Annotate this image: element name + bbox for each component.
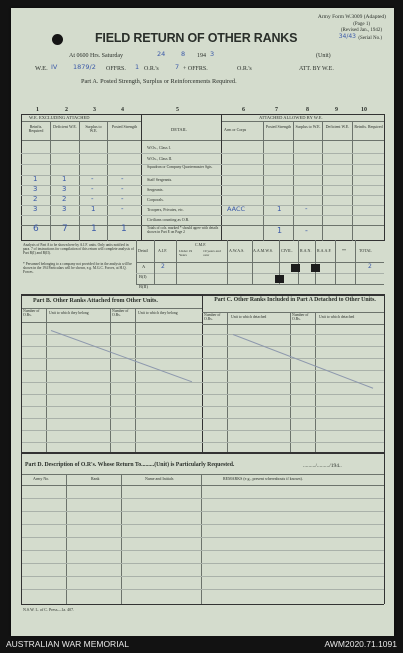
analysis-row-b2: B(II) [139,284,148,289]
serial-label: (Serial No.) [358,36,382,41]
header-att-reinfts: Reinfts. Required [354,124,383,129]
part-b-header-unit-2: Unit to which they belong [138,311,178,315]
col-number-4: 4 [121,107,124,113]
hand-r7-c3: 1 [91,205,96,213]
col-number-7: 7 [275,107,278,113]
hand-r6-c4: - [121,195,124,203]
ors-value: 7 [175,63,180,71]
hand-r5-c2: 3 [62,185,67,193]
form-page: (Page 1) [353,22,370,27]
analysis-header-aif: A.I.F. [158,248,168,253]
part-b-title: Part B. Other Ranks Attached from Other Units. [33,298,158,304]
header-att-surplus: Surplus to W.E. [295,124,321,129]
analysis-header-ran: R.A.N. [300,248,312,253]
analysis-header-raaf: R.A.A.F. [317,248,332,253]
header-att-posted: Posted Strength [265,124,292,129]
col-number-1: 1 [36,107,39,113]
hand-r7-c2: 3 [62,205,67,213]
part-d-header-name: Name and Initials [145,476,174,481]
header-detail: DETAIL [171,127,187,132]
hand-total-c4: 1 [121,224,127,234]
at-month: 8 [181,50,186,58]
detail-totals-note: Totals of cols. marked * should agree with details shown in Part E on Page 2 [147,226,219,234]
analysis-header-total: TOTAL [359,248,372,253]
offrs-label: OFFRS. [106,66,126,72]
part-d-header-rank: Rank [91,476,100,481]
part-d-header-army-no: Army No. [33,476,50,481]
col-number-6: 6 [242,107,245,113]
part-b-header-unit-1: Unit to which they belong [49,311,89,315]
hand-r4-c3: - [91,175,94,183]
form-revision: (Revised Jan., 1942) [340,28,382,33]
year-suffix: 3 [210,50,215,58]
unit-label: (Unit) [316,53,331,59]
analysis-row-a: A [142,264,146,269]
filled-box [275,275,284,283]
analysis-header-cmf: C.M.F. [195,242,207,247]
analysis-a-total: 2 [368,263,372,270]
header-posted-strength: Posted Strength [111,124,138,129]
header-att-deficient: Deficient W.E. [325,124,350,129]
part-d-date: ........./........./194.. [303,463,342,469]
analysis-note: Analysis of Part A to be shown here by A.I.F. units. Only units notified in para. 7 of instructions for compilation of this return will complete analysis of Part B(I) and B(II). [23,243,134,256]
analysis-header-star: ** [342,248,346,253]
year-prefix: 194 [197,53,206,59]
detail-cqms: Squadron or Company Quartermaster Sgts. [147,165,213,169]
plus-offrs-label: + OFFRS. [183,66,208,72]
hand-r6-c3: - [91,195,94,203]
attached-posted: 1 [277,205,282,213]
part-a-title: Part A. Posted Strength, Surplus or Reinforcements Required. [81,78,237,85]
part-c-header-unit-1: Unit to which detached [231,315,267,319]
hand-total-c3: 1 [91,224,97,234]
part-c-header-number-1: Number of O.Rs. [204,313,221,321]
hand-r6-c2: 2 [62,195,67,203]
analysis-cmf-19over: 19 years and over [203,249,221,257]
hand-total-c1: 6 [33,224,39,234]
attached-total-posted: 1 [277,226,283,235]
at-day: 24 [157,50,166,58]
part-d-title: Part D. Description of O.R's. Whose Return To.........(Unit) is Particularly Requested. [25,462,235,468]
detail-staff-sergeants: Staff Sergeants. [147,177,173,182]
part-b-header-number-1: Number of O.Rs. [23,309,40,317]
we-ref: 1879/2 [73,63,96,71]
detail-sergeants: Sergeants. [147,187,164,192]
printer-imprint: N.S.W. L. of C. Press—1a. 407. [23,607,75,612]
attached-arm: AACC [227,205,246,213]
analysis-header-civil: CIVIL. [281,248,293,253]
part-b-header-number-2: Number of O.Rs. [112,309,129,317]
col-number-8: 8 [306,107,309,113]
hand-r4-c4: - [121,175,124,183]
analysis-header-aamws: A.A.M.W.S. [253,248,273,253]
footer-accession-number: AWM2020.71.1091 [324,639,397,649]
analysis-row-b1: B(I) [139,274,147,279]
page-title: FIELD RETURN OF OTHER RANKS [95,31,298,45]
hand-r6-c1: 2 [33,195,38,203]
we-value: IV [51,63,58,71]
col-number-3: 3 [93,107,96,113]
offrs-value: 1 [135,63,140,71]
header-arm-corps: Arm or Corps [224,127,247,132]
filled-box [311,264,320,272]
hand-r5-c3: - [91,185,94,193]
detail-troopers: Troopers, Privates, etc. [147,207,184,212]
footer-institution: AUSTRALIAN WAR MEMORIAL [6,639,129,649]
detail-wo-class-1: W.Os., Class I. [147,145,171,150]
attached-total-surplus: - [305,226,308,235]
analysis-a-aif: 2 [161,263,165,270]
hand-r4-c1: 1 [33,175,38,183]
filled-box [291,264,300,272]
hand-r5-c4: - [121,185,124,193]
serial-handwritten: 34/43 [338,33,356,40]
detail-civilians: Civilians counting as O.R. [147,217,190,222]
header-surplus: Surplus to W.E. [85,124,102,133]
pencil-strike [233,334,373,389]
form-number: Army Form W.3009 (Adapted) [317,14,386,20]
hand-r5-c1: 3 [33,185,38,193]
personnel-note: * Personnel belonging to a company not provided for in the analysis will be shown in the 194 Particulars will be shown, e.g. M.G.C. Forces, at H.Q. Forces. [23,262,132,275]
we-label: W.E. [35,65,48,72]
att-label: ATT. BY W.E. [299,66,334,72]
form-sheet [11,8,394,636]
analysis-header-detail: Detail [138,248,148,253]
detail-wo-class-2: W.Os., Class II. [147,156,173,161]
hand-r7-c4: - [121,205,124,213]
detail-corporals: Corporals. [147,197,164,202]
part-c-header-number-2: Number of O.Rs. [292,313,309,321]
hand-r4-c2: 1 [62,175,67,183]
at-line: At 0600 Hrs. Saturday [69,53,123,59]
plus-ors-label: O.R.'s [237,66,252,72]
hand-r7-c1: 3 [33,205,38,213]
analysis-cmf-under19: Under 19 Years [179,249,193,257]
analysis-header-awas: A.W.A.S. [229,248,245,253]
attached-surplus: - [305,205,308,213]
col-number-2: 2 [65,107,68,113]
group-right-title: ATTACHED ALLOWED BY W.E. [259,115,323,120]
ors-label: O.R.'s [144,66,159,72]
header-reinfts-required: Reinfts. Required [28,124,44,133]
col-number-10: 10 [361,107,367,113]
part-c-title: Part C. Other Ranks Included in Part A Detached to Other Units. [214,297,376,303]
group-left-title: W.E. EXCLUDING ATTACHED [29,115,90,120]
pencil-strike [51,330,192,382]
punch-hole [52,34,63,45]
col-number-9: 9 [335,107,338,113]
col-number-5: 5 [176,107,179,113]
archive-footer [0,636,403,653]
hand-total-c2: 7 [62,224,68,234]
header-deficient: Deficient W.E. [53,124,77,129]
part-c-header-unit-2: Unit to which detached [319,315,355,319]
part-d-header-remarks: REMARKS (e.g., present whereabouts if known). [223,476,303,481]
